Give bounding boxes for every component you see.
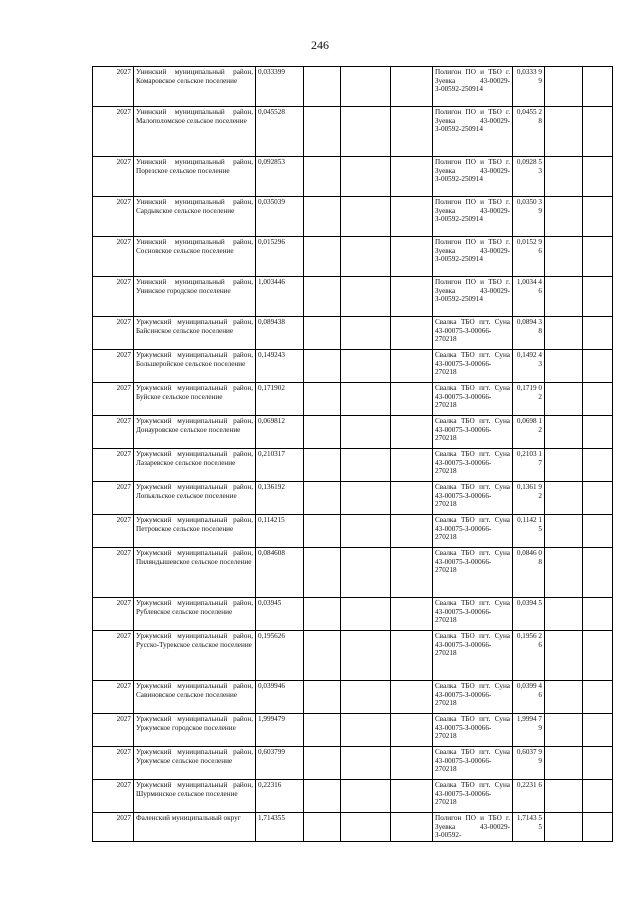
empty-cell xyxy=(545,631,583,681)
municipality-cell: Унинский муниципальный район, Унинское городское поселение xyxy=(134,277,256,317)
year-cell: 2027 xyxy=(93,482,134,515)
municipality-cell: Унинский муниципальный район, Сардыкское сельское поселение xyxy=(134,197,256,237)
year-cell: 2027 xyxy=(93,714,134,747)
year-cell: 2027 xyxy=(93,237,134,277)
empty-cell xyxy=(583,350,613,383)
municipality-cell: Уржумский муниципальный район, Донауровское сельское поселение xyxy=(134,416,256,449)
facility-cell: Свалка ТБО пгт. Суна 43-00075-З-00066-270218 xyxy=(433,747,513,780)
empty-cell xyxy=(304,631,341,681)
municipality-cell: Уржумский муниципальный район, Пиляндышевское сельское поселение xyxy=(134,548,256,598)
empty-cell xyxy=(545,548,583,598)
empty-cell xyxy=(341,197,391,237)
empty-cell xyxy=(583,631,613,681)
empty-cell xyxy=(583,237,613,277)
municipality-cell: Уржумский муниципальный район, Савиновское сельское поселение xyxy=(134,681,256,714)
facility-cell: Свалка ТБО пгт. Суна 43-00075-З-00066-270218 xyxy=(433,383,513,416)
empty-cell xyxy=(341,317,391,350)
empty-cell xyxy=(391,681,433,714)
empty-cell xyxy=(341,515,391,548)
value-cell: 0,039946 xyxy=(256,681,304,714)
year-cell: 2027 xyxy=(93,681,134,714)
empty-cell xyxy=(391,482,433,515)
empty-cell xyxy=(304,482,341,515)
table-body xyxy=(93,67,613,842)
empty-cell xyxy=(341,598,391,631)
facility-cell: Свалка ТБО пгт. Суна 43-00075-З-00066-270218 xyxy=(433,449,513,482)
facility-cell: Свалка ТБО пгт. Суна 43-00075-З-00066-270218 xyxy=(433,482,513,515)
result-cell: 0,0399 46 xyxy=(513,681,545,714)
empty-cell xyxy=(391,515,433,548)
empty-cell xyxy=(391,780,433,813)
empty-cell xyxy=(583,107,613,157)
table-row xyxy=(93,237,613,277)
empty-cell xyxy=(391,197,433,237)
empty-cell xyxy=(583,157,613,197)
table-row xyxy=(93,197,613,237)
empty-cell xyxy=(304,515,341,548)
value-cell: 0,033399 xyxy=(256,67,304,107)
value-cell: 0,092853 xyxy=(256,157,304,197)
table-row xyxy=(93,449,613,482)
empty-cell xyxy=(304,317,341,350)
empty-cell xyxy=(583,515,613,548)
empty-cell xyxy=(304,157,341,197)
facility-cell: Свалка ТБО пгт. Суна 43-00075-З-00066-270218 xyxy=(433,317,513,350)
value-cell: 0,03945 xyxy=(256,598,304,631)
table-row xyxy=(93,548,613,598)
empty-cell xyxy=(391,317,433,350)
empty-cell xyxy=(341,548,391,598)
empty-cell xyxy=(304,714,341,747)
year-cell: 2027 xyxy=(93,67,134,107)
empty-cell xyxy=(545,197,583,237)
municipality-cell: Унинский муниципальный район, Порезское сельское поселение xyxy=(134,157,256,197)
municipality-cell: Унинский муниципальный район, Малополомское сельское поселение xyxy=(134,107,256,157)
value-cell: 0,069812 xyxy=(256,416,304,449)
facility-cell: Свалка ТБО пгт. Суна 43-00075-З-00066-270218 xyxy=(433,780,513,813)
result-cell: 0,6037 99 xyxy=(513,747,545,780)
municipality-cell: Уржумский муниципальный район, Большеройское сельское поселение xyxy=(134,350,256,383)
municipality-cell: Уржумский муниципальный район, Байсинское сельское поселение xyxy=(134,317,256,350)
result-cell: 1,7143 55 xyxy=(513,813,545,842)
facility-cell: Полигон ПО и ТБО г. Зуевка 43-00029-З-00592-250914 xyxy=(433,237,513,277)
value-cell: 1,714355 xyxy=(256,813,304,842)
value-cell: 0,089438 xyxy=(256,317,304,350)
empty-cell xyxy=(545,157,583,197)
value-cell: 1,003446 xyxy=(256,277,304,317)
empty-cell xyxy=(583,383,613,416)
empty-cell xyxy=(545,237,583,277)
empty-cell xyxy=(341,277,391,317)
value-cell: 0,22316 xyxy=(256,780,304,813)
facility-cell: Свалка ТБО пгт. Суна 43-00075-З-00066-270218 xyxy=(433,416,513,449)
empty-cell xyxy=(391,237,433,277)
facility-cell: Полигон ПО и ТБО г. Зуевка 43-00029-З-00592-250914 xyxy=(433,277,513,317)
empty-cell xyxy=(304,598,341,631)
facility-cell: Свалка ТБО пгт. Суна 43-00075-З-00066-270218 xyxy=(433,350,513,383)
empty-cell xyxy=(391,277,433,317)
empty-cell xyxy=(341,67,391,107)
table-row xyxy=(93,317,613,350)
result-cell: 0,0455 28 xyxy=(513,107,545,157)
value-cell: 0,114215 xyxy=(256,515,304,548)
empty-cell xyxy=(583,317,613,350)
empty-cell xyxy=(391,157,433,197)
empty-cell xyxy=(304,277,341,317)
table-row xyxy=(93,631,613,681)
table-row xyxy=(93,416,613,449)
result-cell: 0,0152 96 xyxy=(513,237,545,277)
table-row xyxy=(93,277,613,317)
empty-cell xyxy=(545,747,583,780)
value-cell: 0,171902 xyxy=(256,383,304,416)
table-row xyxy=(93,813,613,842)
year-cell: 2027 xyxy=(93,631,134,681)
value-cell: 0,084608 xyxy=(256,548,304,598)
result-cell: 0,0894 38 xyxy=(513,317,545,350)
empty-cell xyxy=(545,416,583,449)
result-cell: 0,1142 15 xyxy=(513,515,545,548)
empty-cell xyxy=(304,780,341,813)
empty-cell xyxy=(545,598,583,631)
value-cell: 0,045528 xyxy=(256,107,304,157)
empty-cell xyxy=(583,449,613,482)
facility-cell: Полигон ПО и ТБО г. Зуевка 43-00029-З-00592-250914 xyxy=(433,67,513,107)
empty-cell xyxy=(304,350,341,383)
empty-cell xyxy=(304,67,341,107)
year-cell: 2027 xyxy=(93,449,134,482)
empty-cell xyxy=(341,157,391,197)
empty-cell xyxy=(545,813,583,842)
value-cell: 0,035039 xyxy=(256,197,304,237)
municipality-cell: Уржумский муниципальный район, Лазаревское сельское поселение xyxy=(134,449,256,482)
empty-cell xyxy=(341,237,391,277)
result-cell: 0,2103 17 xyxy=(513,449,545,482)
value-cell: 0,136192 xyxy=(256,482,304,515)
result-cell: 0,0846 08 xyxy=(513,548,545,598)
empty-cell xyxy=(583,747,613,780)
year-cell: 2027 xyxy=(93,197,134,237)
empty-cell xyxy=(304,416,341,449)
empty-cell xyxy=(391,714,433,747)
result-cell: 1,0034 46 xyxy=(513,277,545,317)
waste-flow-table xyxy=(92,66,613,842)
empty-cell xyxy=(341,714,391,747)
facility-cell: Свалка ТБО пгт. Суна 43-00075-З-00066-270218 xyxy=(433,515,513,548)
value-cell: 0,195626 xyxy=(256,631,304,681)
value-cell: 0,210317 xyxy=(256,449,304,482)
empty-cell xyxy=(545,482,583,515)
empty-cell xyxy=(545,449,583,482)
facility-cell: Свалка ТБО пгт. Суна 43-00075-З-00066-270218 xyxy=(433,681,513,714)
empty-cell xyxy=(391,813,433,842)
year-cell: 2027 xyxy=(93,350,134,383)
municipality-cell: Уржумский муниципальный район, Уржумское сельское поселение xyxy=(134,747,256,780)
table-row xyxy=(93,681,613,714)
empty-cell xyxy=(545,714,583,747)
table-row xyxy=(93,747,613,780)
empty-cell xyxy=(341,631,391,681)
municipality-cell: Унинский муниципальный район, Комаровское сельское поселение xyxy=(134,67,256,107)
empty-cell xyxy=(583,277,613,317)
facility-cell: Полигон ПО и ТБО г. Зуевка 43-00029-З-00592- xyxy=(433,813,513,842)
empty-cell xyxy=(391,383,433,416)
empty-cell xyxy=(341,482,391,515)
empty-cell xyxy=(545,681,583,714)
empty-cell xyxy=(304,449,341,482)
municipality-cell: Унинский муниципальный район, Сосновское сельское поселение xyxy=(134,237,256,277)
value-cell: 0,603799 xyxy=(256,747,304,780)
empty-cell xyxy=(304,548,341,598)
empty-cell xyxy=(391,548,433,598)
empty-cell xyxy=(583,67,613,107)
empty-cell xyxy=(341,416,391,449)
value-cell: 0,015296 xyxy=(256,237,304,277)
year-cell: 2027 xyxy=(93,813,134,842)
municipality-cell: Уржумский муниципальный район, Петровское сельское поселение xyxy=(134,515,256,548)
empty-cell xyxy=(304,813,341,842)
year-cell: 2027 xyxy=(93,317,134,350)
empty-cell xyxy=(341,780,391,813)
empty-cell xyxy=(341,747,391,780)
year-cell: 2027 xyxy=(93,548,134,598)
empty-cell xyxy=(341,449,391,482)
year-cell: 2027 xyxy=(93,157,134,197)
table-row xyxy=(93,383,613,416)
table-row xyxy=(93,714,613,747)
empty-cell xyxy=(545,107,583,157)
empty-cell xyxy=(304,747,341,780)
empty-cell xyxy=(304,383,341,416)
empty-cell xyxy=(391,449,433,482)
municipality-cell: Уржумский муниципальный район, Шурминское сельское поселение xyxy=(134,780,256,813)
empty-cell xyxy=(545,277,583,317)
result-cell: 0,1492 43 xyxy=(513,350,545,383)
table-row xyxy=(93,350,613,383)
year-cell: 2027 xyxy=(93,780,134,813)
empty-cell xyxy=(545,780,583,813)
empty-cell xyxy=(391,631,433,681)
empty-cell xyxy=(583,813,613,842)
table-row xyxy=(93,780,613,813)
empty-cell xyxy=(545,383,583,416)
result-cell: 0,1956 26 xyxy=(513,631,545,681)
table-row xyxy=(93,515,613,548)
facility-cell: Свалка ТБО пгт. Суна 43-00075-З-00066-270218 xyxy=(433,631,513,681)
result-cell: 0,0928 53 xyxy=(513,157,545,197)
empty-cell xyxy=(545,515,583,548)
empty-cell xyxy=(391,67,433,107)
empty-cell xyxy=(545,317,583,350)
empty-cell xyxy=(304,237,341,277)
empty-cell xyxy=(341,813,391,842)
empty-cell xyxy=(304,107,341,157)
empty-cell xyxy=(583,482,613,515)
empty-cell xyxy=(391,350,433,383)
empty-cell xyxy=(545,350,583,383)
empty-cell xyxy=(391,416,433,449)
value-cell: 0,149243 xyxy=(256,350,304,383)
result-cell: 0,2231 6 xyxy=(513,780,545,813)
year-cell: 2027 xyxy=(93,107,134,157)
year-cell: 2027 xyxy=(93,515,134,548)
facility-cell: Свалка ТБО пгт. Суна 43-00075-З-00066-270218 xyxy=(433,714,513,747)
result-cell: 0,1361 92 xyxy=(513,482,545,515)
facility-cell: Свалка ТБО пгт. Суна 43-00075-З-00066-270218 xyxy=(433,548,513,598)
result-cell: 0,0350 39 xyxy=(513,197,545,237)
year-cell: 2027 xyxy=(93,277,134,317)
municipality-cell: Уржумский муниципальный район, Буйское сельское поселение xyxy=(134,383,256,416)
table-row xyxy=(93,482,613,515)
year-cell: 2027 xyxy=(93,383,134,416)
municipality-cell: Уржумский муниципальный район, Рублевское сельское поселение xyxy=(134,598,256,631)
empty-cell xyxy=(583,598,613,631)
empty-cell xyxy=(583,780,613,813)
facility-cell: Полигон ПО и ТБО г. Зуевка 43-00029-З-00592-250914 xyxy=(433,157,513,197)
empty-cell xyxy=(304,197,341,237)
result-cell: 0,0333 99 xyxy=(513,67,545,107)
empty-cell xyxy=(583,548,613,598)
empty-cell xyxy=(341,107,391,157)
result-cell: 0,0698 12 xyxy=(513,416,545,449)
municipality-cell: Уржумский муниципальный район, Уржумское городское поселение xyxy=(134,714,256,747)
table-row xyxy=(93,157,613,197)
page-number: 246 xyxy=(311,38,329,52)
year-cell: 2027 xyxy=(93,416,134,449)
municipality-cell: Уржумский муниципальный район, Русско-Турекское сельское поселение xyxy=(134,631,256,681)
empty-cell xyxy=(583,197,613,237)
value-cell: 1,999479 xyxy=(256,714,304,747)
facility-cell: Полигон ПО и ТБО г. Зуевка 43-00029-З-00592-250914 xyxy=(433,107,513,157)
year-cell: 2027 xyxy=(93,747,134,780)
empty-cell xyxy=(391,747,433,780)
result-cell: 0,0394 5 xyxy=(513,598,545,631)
empty-cell xyxy=(583,714,613,747)
table-row xyxy=(93,107,613,157)
year-cell: 2027 xyxy=(93,598,134,631)
empty-cell xyxy=(583,681,613,714)
table-row xyxy=(93,598,613,631)
result-cell: 1,9994 79 xyxy=(513,714,545,747)
municipality-cell: Фаленский муниципальный округ xyxy=(134,813,256,842)
facility-cell: Свалка ТБО пгт. Суна 43-00075-З-00066-270218 xyxy=(433,598,513,631)
result-cell: 0,1719 02 xyxy=(513,383,545,416)
empty-cell xyxy=(391,598,433,631)
empty-cell xyxy=(545,67,583,107)
facility-cell: Полигон ПО и ТБО г. Зуевка 43-00029-З-00592-250914 xyxy=(433,197,513,237)
municipality-cell: Уржумский муниципальный район, Лопьяльское сельское поселение xyxy=(134,482,256,515)
empty-cell xyxy=(304,681,341,714)
empty-cell xyxy=(341,383,391,416)
empty-cell xyxy=(341,350,391,383)
table-row xyxy=(93,67,613,107)
empty-cell xyxy=(583,416,613,449)
empty-cell xyxy=(391,107,433,157)
empty-cell xyxy=(341,681,391,714)
